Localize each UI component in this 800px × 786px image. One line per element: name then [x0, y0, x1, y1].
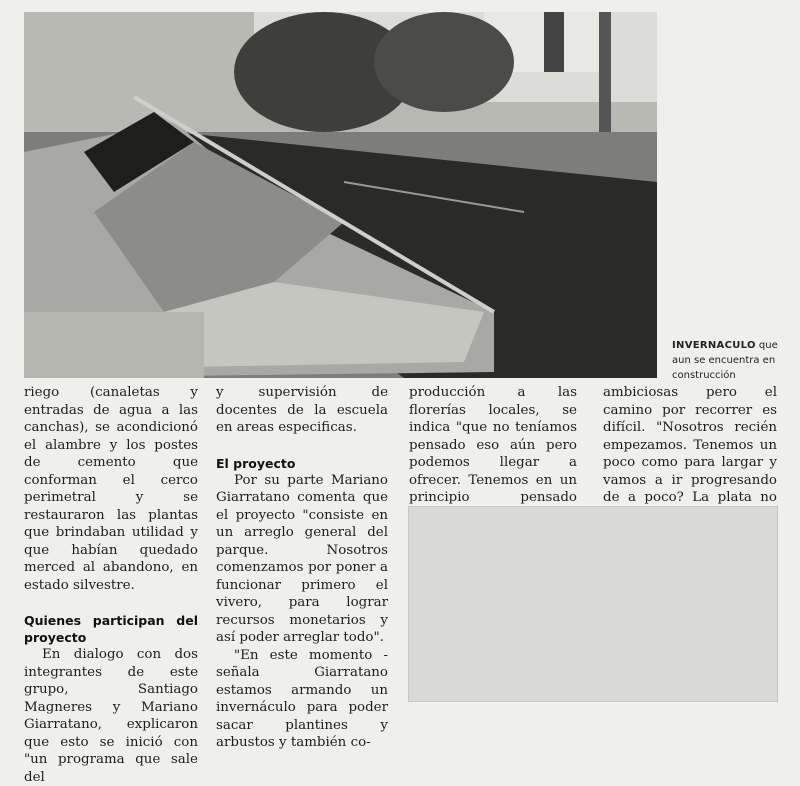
- article-column-4: [603, 384, 777, 524]
- pull-quote: [408, 506, 778, 702]
- col2-paragraph-3: "En este momento -señala Giarratano estamos armando un invernáculo para poder sacar plantines y arbustos y también co-: [216, 647, 388, 750]
- col3-paragraph-1: producción a las florerías locales, se indica "que no teníamos pensado eso aún pero podemos llegar a ofrecer. Tenemos en un principio pensado: [409, 385, 577, 505]
- section-heading-quienes: Quienes participan del proyecto: [24, 613, 198, 645]
- photo-illustration: [24, 12, 657, 378]
- col2-paragraph-2: Por su parte Mariano Giarratano comenta que el proyecto "consiste en un arreglo general del parque. Nosotros comenzamos por poner a funcionar primero el vivero, para lograr recursos monetarios y así poder arreglar todo".: [216, 472, 388, 645]
- photo-caption: [672, 338, 790, 383]
- col1-paragraph-2: En dialogo con dos integrantes de este grupo, Santiago Magneres y Mariano Giarratano, explicaron que esto se inició con "un programa que sale del: [24, 647, 198, 785]
- section-heading-proyecto: El proyecto: [216, 455, 296, 471]
- col2-paragraph-1: y supervisión de docentes de la escuela en areas especificas.: [216, 385, 388, 435]
- caption-bold: INVERNACULO: [672, 340, 756, 351]
- article-column-2: [216, 384, 388, 752]
- col1-paragraph-1: riego (canaletas y entradas de agua a las canchas), se acondicionó el alambre y los postes de cemento que conforman el cerco perimetral y se restauraron las plantas que brindaban utilidad y que habían quedado merced al abandono, en estado silvestre.: [24, 385, 198, 593]
- col4-paragraph-1: ambiciosas pero el camino por recorrer es difícil. "Nosotros recién empezamos. Tenemos un poco como para largar y vamos a ir progresando de a poco? La plata no: [603, 385, 777, 505]
- caption-text: que aun se encuentra en construcción: [672, 340, 778, 381]
- article-photo: [24, 12, 657, 378]
- article-column-1: [24, 384, 198, 786]
